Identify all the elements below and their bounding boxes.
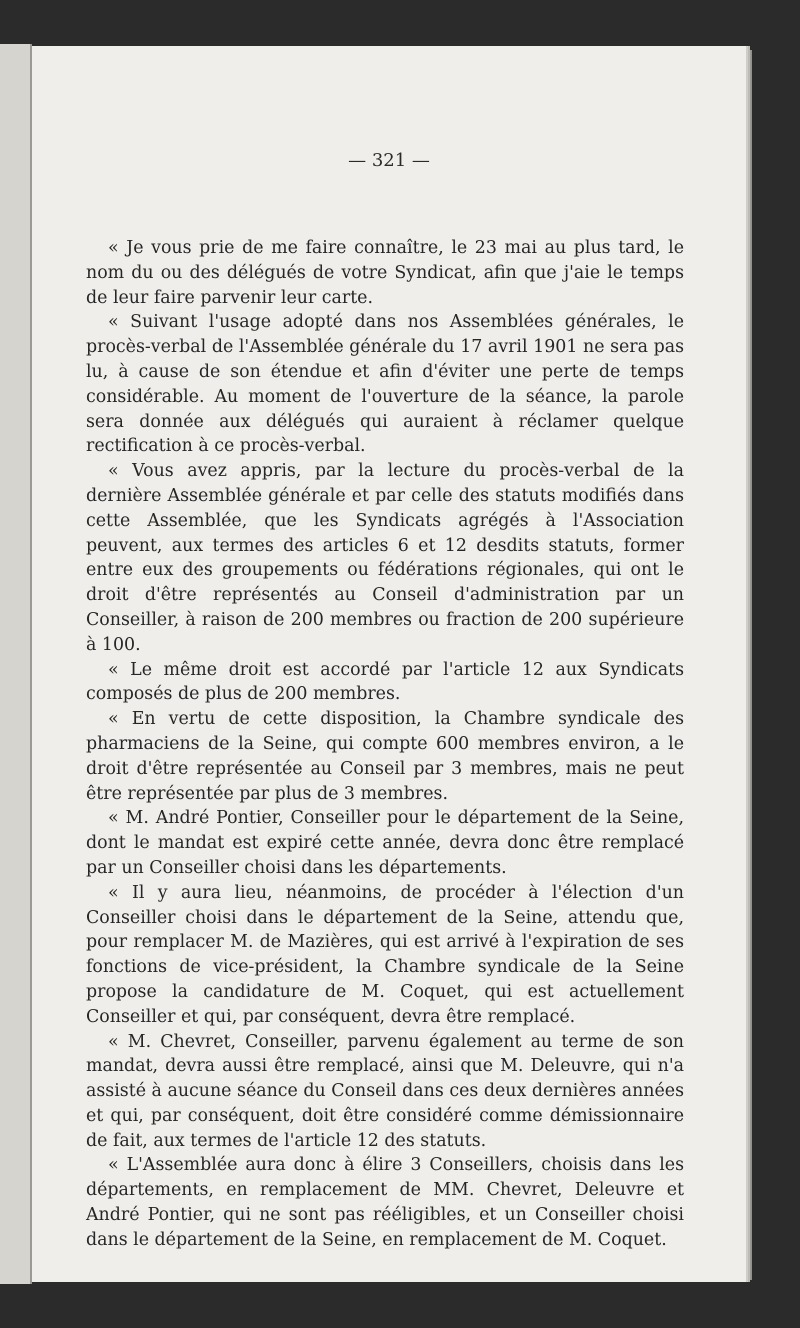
facing-page-edge [0, 44, 32, 1284]
paragraph: « Vous avez appris, par la lecture du procès-verbal de la dernière Assemblée générale et par celle des statuts modifiés dans cette Assemblée, que les Syndicats agrégés à l'Association peuvent, aux termes des articles 6 et 12 desdits statuts, former entre eux des groupements ou fédérations régionales, qui ont le droit d'être représentés au Conseil d'administration par un Conseiller, à raison de 200 membres ou fraction de 200 supérieure à 100. [86, 461, 684, 655]
body-text [86, 236, 684, 1253]
paragraph: « Il y aura lieu, néanmoins, de procéder à l'élection d'un Conseiller choisi dans le département de la Seine, attendu que, pour remplacer M. de Mazières, qui est arrivé à l'expiration de ses fonctions de vice-président, la Chambre syndicale de la Seine propose la candidature de M. Coquet, qui est actuellement Conseiller et qui, par conséquent, devra être remplacé. [86, 882, 684, 1027]
page-stack-edge [746, 50, 752, 1280]
paragraph: « Suivant l'usage adopté dans nos Assemblées générales, le procès-verbal de l'Assemblée générale du 17 avril 1901 ne sera pas lu, à cause de son étendue et afin d'éviter une perte de temps considérable. Au moment de l'ouverture de la séance, la parole sera donnée aux délégués qui auraient à réclamer quelque rectification à ce procès-verbal. [86, 312, 684, 457]
paragraph: « M. Chevret, Conseiller, parvenu également au terme de son mandat, devra aussi être remplacé, ainsi que M. Deleuvre, qui n'a assisté à aucune séance du Conseil dans ces deux dernières années et qui, par conséquent, doit être considéré comme démissionnaire de fait, aux termes de l'article 12 des statuts. [86, 1031, 684, 1151]
paragraph: « M. André Pontier, Conseiller pour le département de la Seine, dont le mandat est expiré cette année, devra donc être remplacé par un Conseiller choisi dans les départements. [86, 808, 684, 878]
book-page [32, 46, 746, 1282]
paragraph: « En vertu de cette disposition, la Chambre syndicale des pharmaciens de la Seine, qui compte 600 membres environ, a le droit d'être représentée au Conseil par 3 membres, mais ne peut être représentée par plus de 3 membres. [86, 709, 684, 804]
paragraph: « Je vous prie de me faire connaître, le 23 mai au plus tard, le nom du ou des délégués de votre Syndicat, afin que j'aie le temps de leur faire parvenir leur carte. [86, 238, 684, 308]
page-number: — 321 — [348, 150, 430, 171]
paragraph: « L'Assemblée aura donc à élire 3 Conseillers, choisis dans les départements, en remplacement de MM. Chevret, Deleuvre et André Pontier, qui ne sont pas rééligibles, et un Conseiller choisi dans le département de la Seine, en remplacement de M. Coquet. [86, 1155, 684, 1250]
paragraph: « Le même droit est accordé par l'article 12 aux Syndicats composés de plus de 200 membres. [86, 659, 684, 705]
